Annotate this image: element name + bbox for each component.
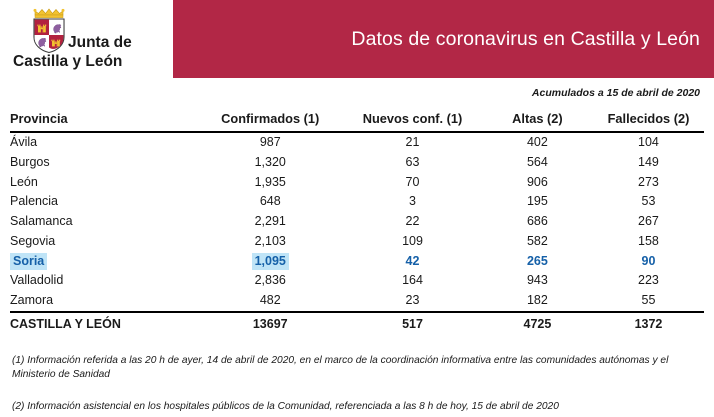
cell-altas: 402 [526,135,548,150]
data-table-container [0,101,714,335]
cell-fallecidos: 55 [641,293,656,308]
cell-confirmados: 648 [259,194,281,209]
cell-fallecidos: 267 [638,214,659,229]
logo-line-junta-de: Junta de [68,34,132,51]
table-row [10,192,704,212]
cell-confirmados: 987 [259,135,281,150]
cell-altas: 906 [526,174,548,189]
column-header-confirmados: Confirmados (1) [197,109,343,132]
table-row [10,153,704,173]
footnote-1: (1) Información referida a las 20 h de ayer, 14 de abril de 2020, en el marco de la coordinación informativa entre las comunidades autónomas y el Ministerio de Sanidad [12,354,669,381]
header [0,0,714,78]
cell-fallecidos: 158 [638,233,659,248]
cell-altas: 582 [526,233,548,248]
cell-fallecidos: 223 [638,273,659,288]
cell-confirmados: 482 [259,293,281,308]
column-header-nuevos-conf: Nuevos conf. (1) [343,109,482,132]
highlight-box: 1,095 [252,253,289,271]
cell-confirmados: 1,320 [254,154,286,169]
cell-nuevos: 70 [405,174,420,189]
cell-altas: 265 [526,253,548,268]
table-row [10,252,704,272]
total-nuevos: 517 [343,312,482,335]
cell-provincia: Salamanca [10,214,73,229]
column-header-provincia: Provincia [10,109,197,132]
page-title: Datos de coronavirus en Castilla y León [351,27,700,50]
coronavirus-data-table [10,109,704,335]
cell-nuevos: 63 [405,154,420,169]
cell-nuevos: 42 [405,253,420,268]
total-label: CASTILLA Y LEÓN [10,312,197,335]
cell-fallecidos: 104 [638,135,659,150]
table-row [10,173,704,193]
cell-provincia: Segovia [10,233,56,248]
cell-confirmados: 2,291 [254,214,286,229]
cell-provincia [10,252,197,272]
cell-nuevos: 3 [409,194,416,209]
column-header-fallecidos: Fallecidos (2) [593,109,704,132]
cell-fallecidos: 90 [641,253,656,268]
cell-altas: 182 [526,293,548,308]
cell-fallecidos: 149 [638,154,659,169]
cell-confirmados: 1,935 [254,174,286,189]
cell-fallecidos: 53 [641,194,656,209]
subtitle-row [0,78,714,101]
title-banner [173,0,714,78]
footnote-2: (2) Información asistencial en los hospitales públicos de la Comunidad, referenciada a las 8 h de hoy, 15 de abril de 2020 [12,401,559,413]
table-foot [10,312,704,335]
table-head [10,109,704,132]
cell-provincia: Valladolid [10,273,64,288]
cell-altas: 943 [526,273,548,288]
cell-altas: 564 [526,154,548,169]
cell-confirmados [197,252,343,272]
junta-logo [12,6,162,70]
cell-confirmados: 2,836 [254,273,286,288]
cell-provincia: Palencia [10,194,58,209]
highlight-box: Soria [10,253,47,271]
table-row [10,291,704,312]
table-header-row [10,109,704,132]
cell-nuevos: 164 [402,273,423,288]
total-altas: 4725 [482,312,593,335]
footnotes [0,354,714,415]
table-total-row [10,312,704,335]
cell-nuevos: 22 [405,214,420,229]
table-body [10,132,704,312]
total-confirmados: 13697 [197,312,343,335]
cell-nuevos: 21 [405,135,420,150]
cell-provincia: León [10,174,38,189]
column-header-altas: Altas (2) [482,109,593,132]
cell-nuevos: 23 [405,293,420,308]
cell-provincia: Zamora [10,293,54,308]
accumulated-date-label: Acumulados a 15 de abril de 2020 [531,87,700,99]
logo-line-castilla-y-leon: Castilla y León [13,53,123,71]
cell-nuevos: 109 [402,233,423,248]
table-row [10,132,704,153]
table-row [10,232,704,252]
table-row [10,212,704,232]
total-fallecidos: 1372 [593,312,704,335]
cell-altas: 195 [526,194,548,209]
cell-fallecidos: 273 [638,174,659,189]
cell-provincia: Burgos [10,154,50,169]
cell-confirmados: 2,103 [254,233,286,248]
table-row [10,271,704,291]
cell-altas: 686 [526,214,548,229]
cell-provincia: Ávila [10,135,38,150]
